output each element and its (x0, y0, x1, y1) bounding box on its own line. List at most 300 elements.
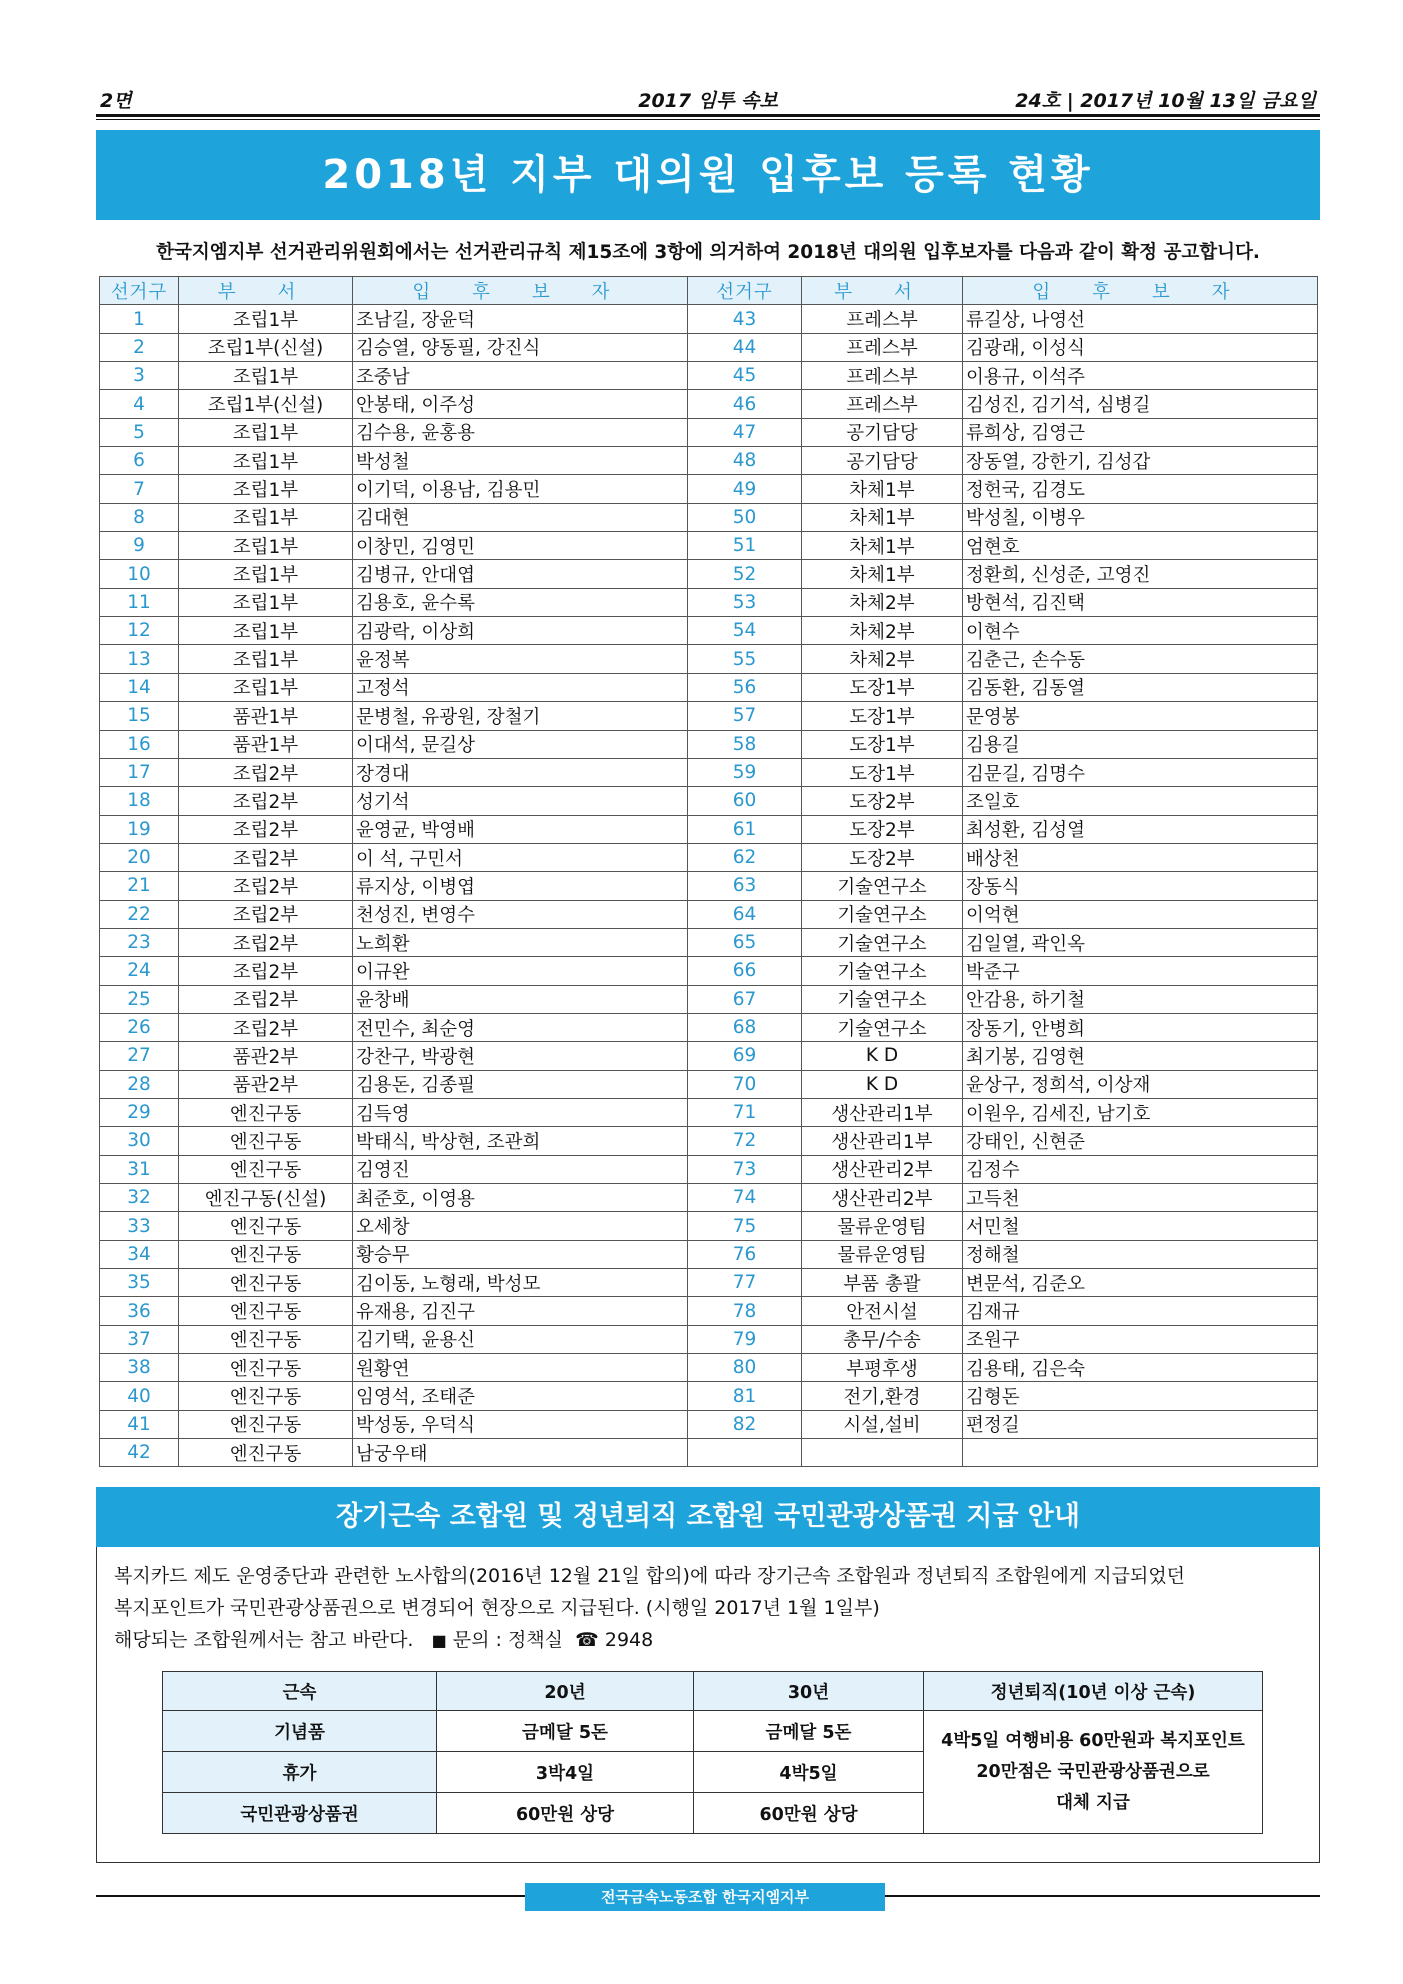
department-name: 조립1부 (179, 503, 353, 531)
candidate-row (100, 702, 1318, 730)
district-number: 55 (688, 645, 802, 673)
candidate-names: 이 석, 구민서 (353, 843, 688, 871)
department-name: 엔진구동 (179, 1127, 353, 1155)
candidate-names: 김동환, 김동열 (963, 673, 1318, 701)
candidate-names: 김일열, 곽인옥 (963, 928, 1318, 956)
candidate-names: 김용호, 윤수록 (353, 588, 688, 616)
issue-date: 24호 | 2017년 10월 13일 금요일 (1015, 90, 1316, 112)
district-number: 70 (688, 1070, 802, 1098)
district-number: 78 (688, 1297, 802, 1325)
candidate-names: 장동기, 안병희 (963, 1013, 1318, 1041)
department-name: 엔진구동 (179, 1382, 353, 1410)
district-number: 11 (100, 588, 179, 616)
department-name: 조립2부 (179, 900, 353, 928)
page-number: 2면 (100, 90, 132, 112)
candidate-names: 이용규, 이석주 (963, 362, 1318, 390)
benefit-cell: 60만원 상당 (437, 1793, 694, 1834)
candidate-row (100, 532, 1318, 560)
district-number: 53 (688, 588, 802, 616)
candidate-names: 김대현 (353, 503, 688, 531)
candidate-row (100, 305, 1318, 333)
district-number: 31 (100, 1155, 179, 1183)
department-name: 조립1부 (179, 560, 353, 588)
candidate-row (100, 447, 1318, 475)
benefit-cell: 금메달 5돈 (694, 1711, 924, 1752)
department-name: 조립2부 (179, 758, 353, 786)
department-name: 기술연구소 (802, 872, 963, 900)
candidate-row (100, 1155, 1318, 1183)
department-name: 조립1부 (179, 673, 353, 701)
candidate-names: 문영봉 (963, 702, 1318, 730)
candidate-row (100, 815, 1318, 843)
district-number: 60 (688, 787, 802, 815)
candidate-row (100, 1127, 1318, 1155)
district-number: 15 (100, 702, 179, 730)
department-name: 차체1부 (802, 532, 963, 560)
candidate-names: 박태식, 박상현, 조관희 (353, 1127, 688, 1155)
candidate-names: 고득천 (963, 1184, 1318, 1212)
candidate-row (100, 560, 1318, 588)
candidate-names: 박준구 (963, 957, 1318, 985)
department-name: 생산관리1부 (802, 1098, 963, 1126)
candidate-names: 배상천 (963, 843, 1318, 871)
candidate-table-header (100, 277, 1318, 305)
district-number: 35 (100, 1269, 179, 1297)
district-number: 25 (100, 985, 179, 1013)
department-name: 품관2부 (179, 1070, 353, 1098)
candidate-names: 엄현호 (963, 532, 1318, 560)
department-name: 조립1부 (179, 532, 353, 560)
department-name: 조립1부(신설) (179, 333, 353, 361)
candidate-names: 정환희, 신성준, 고영진 (963, 560, 1318, 588)
contact-number: 2948 (604, 1629, 654, 1651)
candidate-names: 김용길 (963, 730, 1318, 758)
candidate-names: 성기석 (353, 787, 688, 815)
department-name: 차체1부 (802, 560, 963, 588)
district-number: 44 (688, 333, 802, 361)
benefit-col-header: 정년퇴직(10년 이상 근속) (924, 1672, 1263, 1711)
district-number: 10 (100, 560, 179, 588)
department-name: 도장2부 (802, 843, 963, 871)
district-number: 69 (688, 1042, 802, 1070)
benefit-cell: 3박4일 (437, 1752, 694, 1793)
contact-label: 문의 : 정책실 (452, 1629, 564, 1651)
candidate-names: 김용태, 김은숙 (963, 1354, 1318, 1382)
department-name: 도장1부 (802, 702, 963, 730)
candidate-names: 황승무 (353, 1240, 688, 1268)
candidate-names: 장경대 (353, 758, 688, 786)
district-number: 50 (688, 503, 802, 531)
district-number: 43 (688, 305, 802, 333)
department-name: 기술연구소 (802, 985, 963, 1013)
candidate-names: 안봉태, 이주성 (353, 390, 688, 418)
candidate-row (100, 843, 1318, 871)
department-name: 물류운영팀 (802, 1212, 963, 1240)
header-rule (96, 114, 1320, 117)
district-number: 54 (688, 617, 802, 645)
district-number: 1 (100, 305, 179, 333)
department-name: 프레스부 (802, 305, 963, 333)
candidate-names: 김광락, 이상희 (353, 617, 688, 645)
department-name: 품관2부 (179, 1042, 353, 1070)
department-name: 차체2부 (802, 588, 963, 616)
candidate-names: 김영진 (353, 1155, 688, 1183)
department-name: 조립2부 (179, 928, 353, 956)
candidate-row (100, 957, 1318, 985)
department-name: 기술연구소 (802, 957, 963, 985)
candidate-names: 최기봉, 김영현 (963, 1042, 1318, 1070)
district-number: 21 (100, 872, 179, 900)
district-number: 33 (100, 1212, 179, 1240)
department-name: 도장1부 (802, 730, 963, 758)
district-number: 73 (688, 1155, 802, 1183)
department-name: 차체2부 (802, 645, 963, 673)
candidate-names: 이원우, 김세진, 남기호 (963, 1098, 1318, 1126)
department-name: 차체2부 (802, 617, 963, 645)
district-number: 67 (688, 985, 802, 1013)
district-number: 5 (100, 418, 179, 446)
district-number: 27 (100, 1042, 179, 1070)
candidate-row (100, 985, 1318, 1013)
candidate-row (100, 1382, 1318, 1410)
district-number: 59 (688, 758, 802, 786)
candidate-row (100, 1269, 1318, 1297)
district-number: 58 (688, 730, 802, 758)
district-number: 37 (100, 1325, 179, 1353)
district-number: 51 (688, 532, 802, 560)
candidate-row (100, 872, 1318, 900)
candidate-names: 오세창 (353, 1212, 688, 1240)
department-name: 총무/수송 (802, 1325, 963, 1353)
candidate-names: 김병규, 안대엽 (353, 560, 688, 588)
candidate-names: 노희환 (353, 928, 688, 956)
department-name: K D (802, 1042, 963, 1070)
department-name: 기술연구소 (802, 928, 963, 956)
candidate-names: 박성철 (353, 447, 688, 475)
candidate-names: 김정수 (963, 1155, 1318, 1183)
district-number: 3 (100, 362, 179, 390)
department-name: 엔진구동 (179, 1410, 353, 1438)
district-number: 61 (688, 815, 802, 843)
retirement-benefit-cell (924, 1711, 1263, 1834)
department-name: 엔진구동 (179, 1212, 353, 1240)
footer-org: 전국금속노동조합 한국지엠지부 (525, 1883, 885, 1911)
district-number: 34 (100, 1240, 179, 1268)
candidate-names: 이현수 (963, 617, 1318, 645)
retirement-benefit-line: 20만점은 국민관광상품권으로 (976, 1761, 1210, 1782)
district-number: 41 (100, 1410, 179, 1438)
department-name: 조립2부 (179, 815, 353, 843)
district-number: 57 (688, 702, 802, 730)
benefit-col-header: 근속 (163, 1672, 437, 1711)
candidate-row (100, 1410, 1318, 1438)
department-name (802, 1439, 963, 1467)
department-name: 생산관리2부 (802, 1155, 963, 1183)
col-department: 부 서 (802, 277, 963, 305)
department-name: 프레스부 (802, 390, 963, 418)
district-number: 8 (100, 503, 179, 531)
department-name: 조립2부 (179, 787, 353, 815)
department-name: 도장1부 (802, 758, 963, 786)
district-number: 63 (688, 872, 802, 900)
district-number: 29 (100, 1098, 179, 1126)
department-name: 품관1부 (179, 730, 353, 758)
district-number: 52 (688, 560, 802, 588)
candidate-names: 방현석, 김진택 (963, 588, 1318, 616)
department-name: 생산관리1부 (802, 1127, 963, 1155)
district-number: 49 (688, 475, 802, 503)
header-rule-thin (96, 119, 1320, 120)
district-number: 36 (100, 1297, 179, 1325)
district-number: 42 (100, 1439, 179, 1467)
district-number: 17 (100, 758, 179, 786)
district-number (688, 1439, 802, 1467)
department-name: 엔진구동 (179, 1155, 353, 1183)
department-name: 엔진구동(신설) (179, 1184, 353, 1212)
candidate-row (100, 645, 1318, 673)
candidate-row (100, 588, 1318, 616)
candidate-names: 윤창배 (353, 985, 688, 1013)
department-name: 조립1부 (179, 447, 353, 475)
district-number: 68 (688, 1013, 802, 1041)
col-department: 부 서 (179, 277, 353, 305)
candidate-row (100, 928, 1318, 956)
department-name: 도장2부 (802, 787, 963, 815)
department-name: 엔진구동 (179, 1269, 353, 1297)
department-name: 엔진구동 (179, 1439, 353, 1467)
candidate-row (100, 503, 1318, 531)
candidate-names: 유재용, 김진구 (353, 1297, 688, 1325)
candidate-row (100, 1212, 1318, 1240)
department-name: 조립2부 (179, 872, 353, 900)
candidate-names: 류지상, 이병엽 (353, 872, 688, 900)
page-title: 2018년 지부 대의원 입후보 등록 현황 (96, 130, 1320, 220)
candidate-names: 김용돈, 김종필 (353, 1070, 688, 1098)
candidate-row (100, 1070, 1318, 1098)
benefit-cell: 4박5일 (694, 1752, 924, 1793)
department-name: 차체1부 (802, 503, 963, 531)
benefit-col-header: 20년 (437, 1672, 694, 1711)
candidate-row (100, 617, 1318, 645)
department-name: 조립1부(신설) (179, 390, 353, 418)
department-name: 조립2부 (179, 957, 353, 985)
candidate-names: 조원구 (963, 1325, 1318, 1353)
col-candidates: 입 후 보 자 (963, 277, 1318, 305)
candidate-row (100, 730, 1318, 758)
candidate-names: 편정길 (963, 1410, 1318, 1438)
department-name: 프레스부 (802, 362, 963, 390)
district-number: 82 (688, 1410, 802, 1438)
candidate-names: 김성진, 김기석, 심병길 (963, 390, 1318, 418)
candidate-names: 윤영균, 박영배 (353, 815, 688, 843)
candidate-row (100, 333, 1318, 361)
candidate-row (100, 1098, 1318, 1126)
candidate-row (100, 1013, 1318, 1041)
district-number: 56 (688, 673, 802, 701)
benefit-table-header (163, 1672, 1263, 1711)
district-number: 48 (688, 447, 802, 475)
candidate-names: 서민철 (963, 1212, 1318, 1240)
benefit-row-label: 기념품 (163, 1711, 437, 1752)
district-number: 22 (100, 900, 179, 928)
district-number: 12 (100, 617, 179, 645)
election-notice: 한국지엠지부 선거관리위원회에서는 선거관리규칙 제15조에 3항에 의거하여 2018년 대의원 입후보자를 다음과 같이 확정 공고합니다. (156, 242, 1260, 263)
district-number: 32 (100, 1184, 179, 1212)
candidate-row (100, 1297, 1318, 1325)
candidate-row (100, 1240, 1318, 1268)
department-name: 공기담당 (802, 447, 963, 475)
district-number: 62 (688, 843, 802, 871)
department-name: 기술연구소 (802, 900, 963, 928)
col-district: 선거구 (100, 277, 179, 305)
department-name: 도장2부 (802, 815, 963, 843)
phone-icon: ☎ (575, 1629, 599, 1651)
district-number: 47 (688, 418, 802, 446)
district-number: 30 (100, 1127, 179, 1155)
candidate-names: 전민수, 최순영 (353, 1013, 688, 1041)
candidate-names: 김춘근, 손수동 (963, 645, 1318, 673)
candidate-names: 김광래, 이성식 (963, 333, 1318, 361)
district-number: 38 (100, 1354, 179, 1382)
department-name: 부평후생 (802, 1354, 963, 1382)
department-name: 조립1부 (179, 362, 353, 390)
department-name: 엔진구동 (179, 1297, 353, 1325)
department-name: K D (802, 1070, 963, 1098)
candidate-names (963, 1439, 1318, 1467)
department-name: 조립2부 (179, 843, 353, 871)
retirement-benefit-line: 대체 지급 (1056, 1792, 1130, 1813)
district-number: 45 (688, 362, 802, 390)
candidate-names: 최성환, 김성열 (963, 815, 1318, 843)
candidate-row (100, 900, 1318, 928)
benefit-contact-line (114, 1624, 1304, 1657)
department-name: 조립1부 (179, 588, 353, 616)
candidate-names: 김이동, 노형래, 박성모 (353, 1269, 688, 1297)
col-district: 선거구 (688, 277, 802, 305)
benefit-table (162, 1671, 1263, 1834)
candidate-table (99, 276, 1318, 1467)
candidate-names: 김형돈 (963, 1382, 1318, 1410)
candidate-names: 원황연 (353, 1354, 688, 1382)
candidate-names: 장동열, 강한기, 김성갑 (963, 447, 1318, 475)
district-number: 28 (100, 1070, 179, 1098)
department-name: 조립1부 (179, 475, 353, 503)
candidate-row (100, 1325, 1318, 1353)
candidate-names: 김수용, 윤홍용 (353, 418, 688, 446)
page-header (96, 82, 1320, 112)
department-name: 전기,환경 (802, 1382, 963, 1410)
candidate-names: 김문길, 김명수 (963, 758, 1318, 786)
district-number: 81 (688, 1382, 802, 1410)
district-number: 13 (100, 645, 179, 673)
department-name: 조립2부 (179, 985, 353, 1013)
district-number: 19 (100, 815, 179, 843)
benefit-row-label: 국민관광상품권 (163, 1793, 437, 1834)
district-number: 16 (100, 730, 179, 758)
district-number: 46 (688, 390, 802, 418)
benefit-paragraph-line: 복지카드 제도 운영중단과 관련한 노사합의(2016년 12월 21일 합의)에 따라 장기근속 조합원과 정년퇴직 조합원에게 지급되었던 (114, 1565, 1186, 1587)
benefit-notice-title: 장기근속 조합원 및 정년퇴직 조합원 국민관광상품권 지급 안내 (96, 1487, 1320, 1547)
candidate-names: 정헌국, 김경도 (963, 475, 1318, 503)
department-name: 엔진구동 (179, 1354, 353, 1382)
department-name: 조립1부 (179, 418, 353, 446)
department-name: 부품 총괄 (802, 1269, 963, 1297)
candidate-names: 천성진, 변영수 (353, 900, 688, 928)
candidate-names: 김승열, 양동필, 강진식 (353, 333, 688, 361)
benefit-row (163, 1711, 1263, 1752)
district-number: 7 (100, 475, 179, 503)
district-number: 80 (688, 1354, 802, 1382)
candidate-names: 변문석, 김준오 (963, 1269, 1318, 1297)
candidate-names: 조일호 (963, 787, 1318, 815)
candidate-names: 윤상구, 정희석, 이상재 (963, 1070, 1318, 1098)
department-name: 엔진구동 (179, 1098, 353, 1126)
department-name: 시설,설비 (802, 1410, 963, 1438)
candidate-row (100, 1354, 1318, 1382)
candidate-names: 김기택, 윤용신 (353, 1325, 688, 1353)
district-number: 6 (100, 447, 179, 475)
district-number: 14 (100, 673, 179, 701)
candidate-row (100, 390, 1318, 418)
district-number: 23 (100, 928, 179, 956)
department-name: 기술연구소 (802, 1013, 963, 1041)
col-candidates: 입 후 보 자 (353, 277, 688, 305)
department-name: 조립1부 (179, 645, 353, 673)
district-number: 75 (688, 1212, 802, 1240)
candidate-names: 조남길, 장윤덕 (353, 305, 688, 333)
candidate-row (100, 1439, 1318, 1467)
candidate-names: 류희상, 김영근 (963, 418, 1318, 446)
candidate-names: 이억현 (963, 900, 1318, 928)
candidate-names: 김득영 (353, 1098, 688, 1126)
district-number: 18 (100, 787, 179, 815)
candidate-row (100, 673, 1318, 701)
district-number: 74 (688, 1184, 802, 1212)
department-name: 공기담당 (802, 418, 963, 446)
district-number: 77 (688, 1269, 802, 1297)
district-number: 26 (100, 1013, 179, 1041)
district-number: 65 (688, 928, 802, 956)
department-name: 프레스부 (802, 333, 963, 361)
candidate-names: 이창민, 김영민 (353, 532, 688, 560)
square-bullet-icon: ■ (431, 1631, 447, 1650)
department-name: 조립1부 (179, 617, 353, 645)
benefit-row-label: 휴가 (163, 1752, 437, 1793)
district-number: 66 (688, 957, 802, 985)
district-number: 71 (688, 1098, 802, 1126)
candidate-names: 최준호, 이영용 (353, 1184, 688, 1212)
candidate-row (100, 362, 1318, 390)
candidate-row (100, 787, 1318, 815)
candidate-row (100, 1042, 1318, 1070)
department-name: 차체1부 (802, 475, 963, 503)
candidate-names: 장동식 (963, 872, 1318, 900)
benefit-col-header: 30년 (694, 1672, 924, 1711)
candidate-names: 이기덕, 이용남, 김용민 (353, 475, 688, 503)
benefit-cell: 60만원 상당 (694, 1793, 924, 1834)
department-name: 엔진구동 (179, 1325, 353, 1353)
benefit-paragraph-line: 복지포인트가 국민관광상품권으로 변경되어 현장으로 지급된다. (시행일 2017년 1월 1일부) (114, 1597, 880, 1619)
district-number: 40 (100, 1382, 179, 1410)
district-number: 72 (688, 1127, 802, 1155)
candidate-names: 윤정복 (353, 645, 688, 673)
department-name: 물류운영팀 (802, 1240, 963, 1268)
district-number: 76 (688, 1240, 802, 1268)
department-name: 안전시설 (802, 1297, 963, 1325)
candidate-names: 박성동, 우덕식 (353, 1410, 688, 1438)
district-number: 9 (100, 532, 179, 560)
benefit-cell: 금메달 5돈 (437, 1711, 694, 1752)
